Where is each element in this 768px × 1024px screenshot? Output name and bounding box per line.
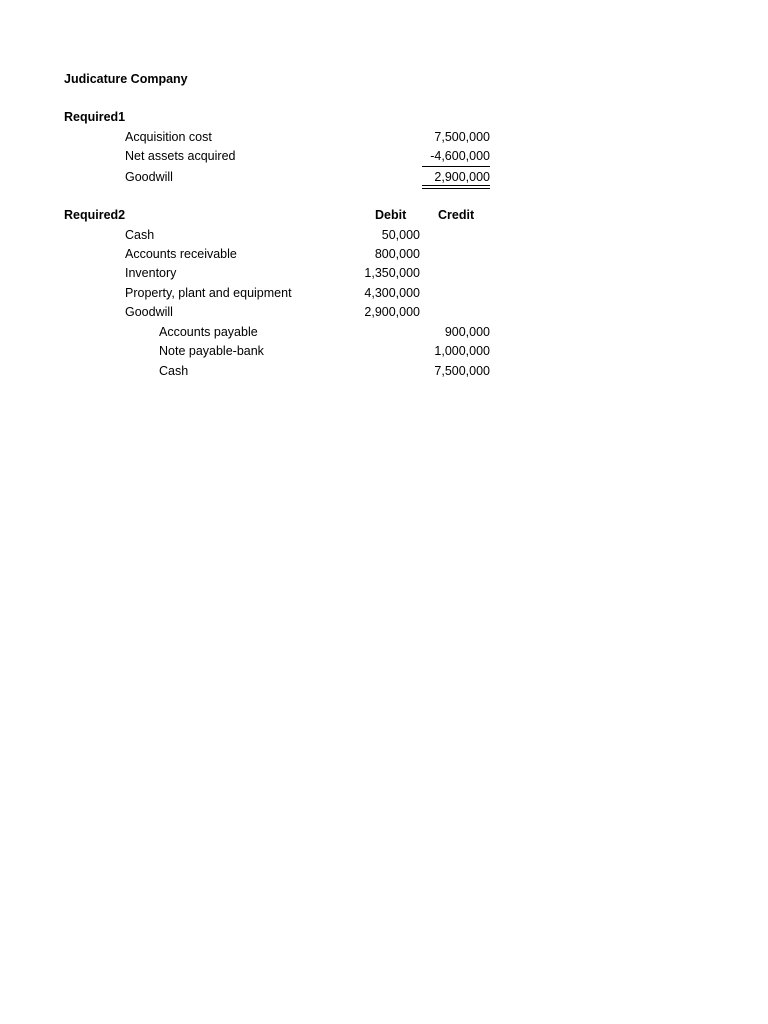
debit-entry-amount: 4,300,000 [364,286,420,300]
credit-entry-label: Note payable-bank [159,344,264,358]
debit-entry-amount: 2,900,000 [364,305,420,319]
credit-column-header: Credit [438,208,475,222]
req1-row-amount: 7,500,000 [434,130,490,144]
debit-entry-amount: 800,000 [374,247,420,261]
required1-heading: Required1 [64,110,126,124]
credit-entry-label: Cash [159,364,189,378]
req1-row-label: Net assets acquired [125,149,236,163]
debit-entry-amount: 50,000 [381,228,420,242]
debit-entry-label: Cash [125,228,155,242]
debit-entry-label: Inventory [125,266,177,280]
req1-row-amount: 2,900,000 [434,170,490,184]
credit-entry-label: Accounts payable [159,325,258,339]
debit-entry-label: Accounts receivable [125,247,237,261]
company-title: Judicature Company [64,72,188,86]
credit-entry-amount: 1,000,000 [434,344,490,358]
required2-heading: Required2 [64,208,126,222]
debit-entry-label: Goodwill [125,305,173,319]
req1-row-label: Acquisition cost [125,130,212,144]
debit-entry-label: Property, plant and equipment [125,286,292,300]
subtotal-rule [422,166,490,167]
debit-column-header: Debit [375,208,407,222]
total-double-rule [422,185,490,189]
credit-entry-amount: 7,500,000 [434,364,490,378]
req1-row-amount: -4,600,000 [430,149,490,163]
credit-entry-amount: 900,000 [444,325,490,339]
req1-row-label: Goodwill [125,170,173,184]
debit-entry-amount: 1,350,000 [364,266,420,280]
